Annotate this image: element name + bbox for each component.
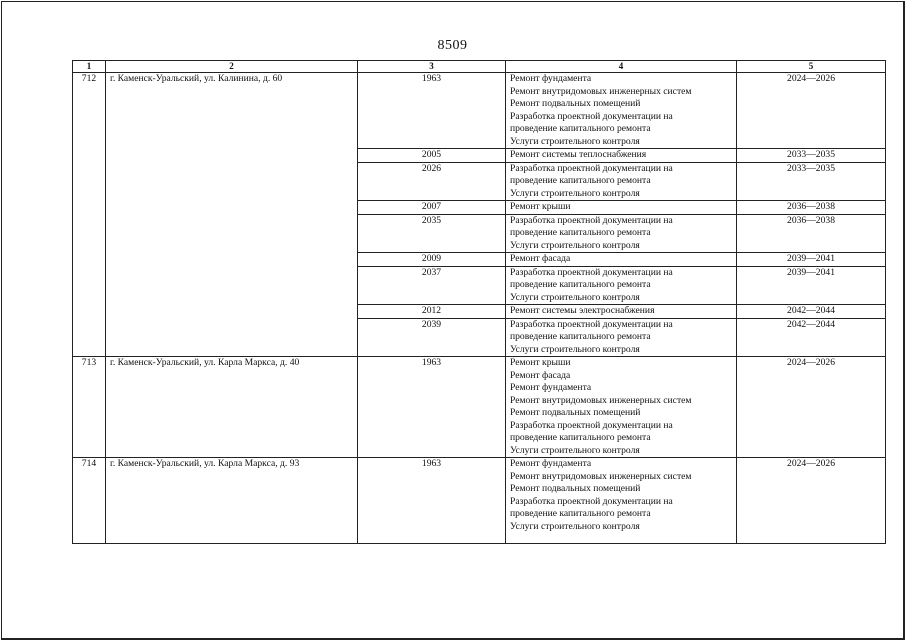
table-row [73,73,886,149]
work-item: Услуги строительного контроля [510,187,640,199]
work-item: Ремонт внутридомовых инженерных систем [510,394,692,406]
work-item: Ремонт системы теплоснабжения [510,149,647,160]
work-item: проведение капитального ремонта [510,175,651,186]
work-item: Разработка проектной документации на [510,419,673,431]
work-item: Разработка проектной документации на [510,495,673,507]
works-cell [506,73,737,149]
table-header-row [73,61,886,73]
work-item: Ремонт внутридомовых инженерных систем [510,470,692,482]
work-item: Разработка проектной документации на [510,318,673,330]
work-item: Разработка проектной документации на [510,214,673,226]
column-header-3: 3 [358,61,506,73]
work-item: Разработка проектной документации на [510,162,673,174]
year-cell: 2007 [358,201,506,215]
building-address: г. Каменск-Уральский, ул. Карла Маркса, д. 93 [106,458,358,544]
work-item: Ремонт подвальных помещений [510,98,641,109]
column-header-4: 4 [506,61,737,73]
works-cell [506,266,737,305]
work-item: проведение капитального ремонта [510,123,651,134]
period-cell: 2024—2026 [737,357,886,458]
work-item: проведение капитального ремонта [510,432,651,443]
work-item: Разработка проектной документации на [510,110,673,122]
registry-table [72,60,886,544]
work-item: Ремонт фасада [510,369,571,381]
entry-number: 714 [73,458,106,544]
period-cell: 2042—2044 [737,318,886,357]
period-cell: 2033—2035 [737,162,886,201]
work-item: проведение капитального ремонта [510,508,651,519]
column-header-2: 2 [106,61,358,73]
column-header-5: 5 [737,61,886,73]
column-header-1: 1 [73,61,106,73]
year-cell: 2026 [358,162,506,201]
work-item: Ремонт подвальных помещений [510,407,641,418]
works-cell [506,253,737,267]
year-cell: 2009 [358,253,506,267]
work-item: Услуги строительного контроля [510,135,640,147]
work-item: Услуги строительного контроля [510,291,640,303]
year-cell: 1963 [358,73,506,149]
year-cell: 2005 [358,149,506,163]
year-cell: 2037 [358,266,506,305]
period-cell: 2036—2038 [737,201,886,215]
period-cell: 2024—2026 [737,458,886,544]
work-item: Ремонт фундамента [510,458,592,469]
entry-number: 712 [73,73,106,357]
entry-number: 713 [73,357,106,458]
year-cell: 2039 [358,318,506,357]
works-cell [506,162,737,201]
works-cell [506,201,737,215]
work-item: Ремонт фундамента [510,382,592,393]
building-address: г. Каменск-Уральский, ул. Калинина, д. 60 [106,73,358,357]
period-cell: 2024—2026 [737,73,886,149]
work-item: Ремонт фундамента [510,73,592,84]
work-item: Ремонт фасада [510,253,571,264]
period-cell: 2039—2041 [737,266,886,305]
period-cell: 2042—2044 [737,305,886,319]
work-item: Разработка проектной документации на [510,266,673,278]
work-item: Ремонт крыши [510,357,571,368]
work-item: Ремонт системы электроснабжения [510,305,655,316]
period-cell: 2036—2038 [737,214,886,253]
table-body [73,73,886,544]
table-row [73,458,886,544]
work-item: Услуги строительного контроля [510,444,640,456]
work-item: Услуги строительного контроля [510,520,640,532]
work-item: проведение капитального ремонта [510,331,651,342]
work-item: Ремонт подвальных помещений [510,483,641,494]
works-cell [506,214,737,253]
table-row [73,357,886,458]
work-item: проведение капитального ремонта [510,279,651,290]
period-cell: 2039—2041 [737,253,886,267]
year-cell: 1963 [358,458,506,544]
work-item: Ремонт внутридомовых инженерных систем [510,85,692,97]
works-cell [506,357,737,458]
year-cell: 2035 [358,214,506,253]
work-item: Услуги строительного контроля [510,239,640,251]
building-address: г. Каменск-Уральский, ул. Карла Маркса, д. 40 [106,357,358,458]
year-cell: 2012 [358,305,506,319]
year-cell: 1963 [358,357,506,458]
works-cell [506,149,737,163]
period-cell: 2033—2035 [737,149,886,163]
works-cell [506,318,737,357]
work-item: Услуги строительного контроля [510,343,640,355]
work-item: проведение капитального ремонта [510,227,651,238]
work-item: Ремонт крыши [510,201,571,212]
works-cell [506,305,737,319]
page-number: 8509 [437,38,468,53]
works-cell [506,458,737,544]
